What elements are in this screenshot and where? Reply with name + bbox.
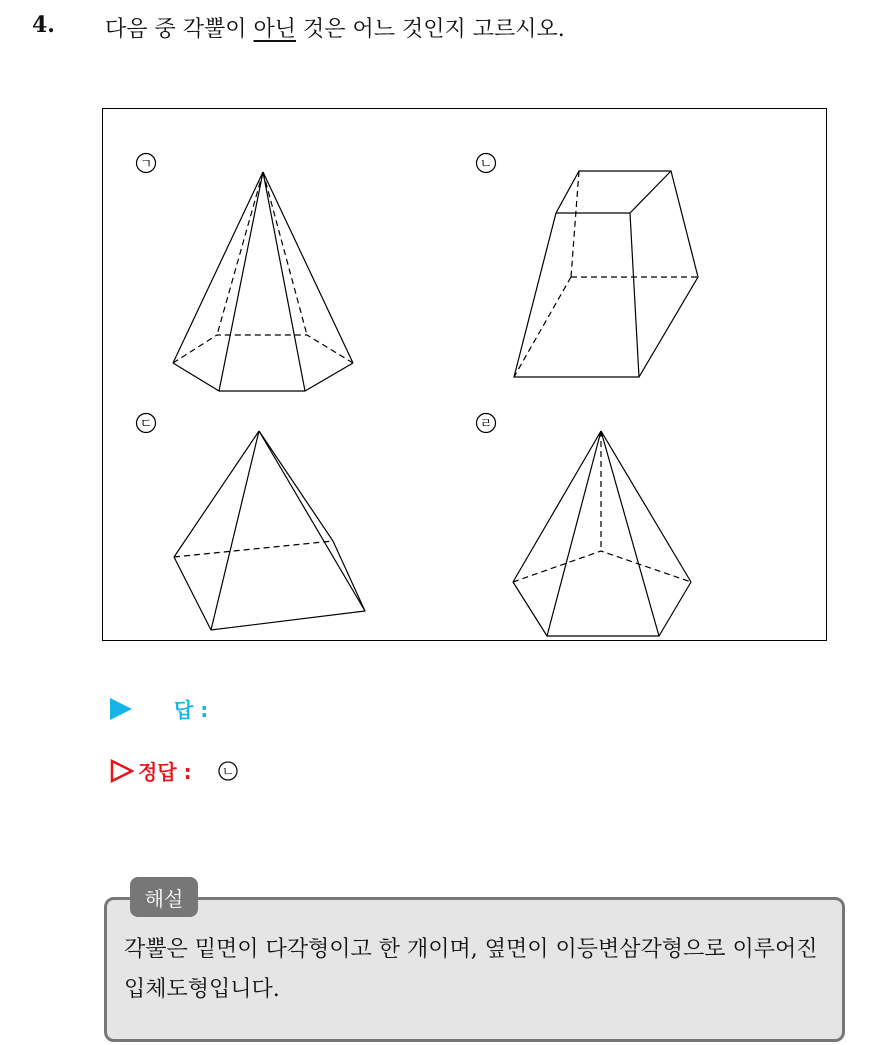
question-text xyxy=(105,12,565,43)
label-circle-2 xyxy=(477,154,496,173)
label-circle-3 xyxy=(137,414,156,433)
question-text-after: 것은 어느 것인지 고르시오. xyxy=(296,17,565,42)
question-text-before: 다음 중 각뿔이 xyxy=(105,17,254,42)
correct-answer-value: ㄴ xyxy=(221,764,234,780)
answer-marker-icon xyxy=(110,698,132,720)
question-number: 4. xyxy=(32,12,55,38)
figure-label-2: ㄴ xyxy=(479,157,493,172)
figure-label-3: ㄷ xyxy=(139,417,153,432)
figure-quadrilateral-pyramid xyxy=(174,431,365,630)
answer-row xyxy=(110,694,208,723)
correct-answer-label: 정답 : xyxy=(138,760,192,784)
correct-marker-icon xyxy=(110,759,134,783)
answer-label: 답 : xyxy=(174,698,209,722)
figure-frustum xyxy=(514,171,698,377)
correct-answer-row xyxy=(110,756,239,785)
label-circle-4 xyxy=(477,414,496,433)
figure-label-4: ㄹ xyxy=(479,417,493,432)
explanation-tag: 해설 xyxy=(130,877,198,917)
figure-pentagonal-pyramid xyxy=(513,431,691,636)
figure-box xyxy=(102,108,827,641)
correct-answer-circle xyxy=(217,760,239,782)
explanation-text: 각뿔은 밑면이 다각형이고 한 개이며, 옆면이 이등변삼각형으로 이루어진 입체도형입니다. xyxy=(124,937,818,1002)
figures-svg xyxy=(103,109,828,642)
figure-label-1: ㄱ xyxy=(139,157,153,172)
question-underlined: 아닌 xyxy=(253,17,297,42)
figure-hexagonal-pyramid xyxy=(173,172,353,391)
label-circle-1 xyxy=(137,154,156,173)
